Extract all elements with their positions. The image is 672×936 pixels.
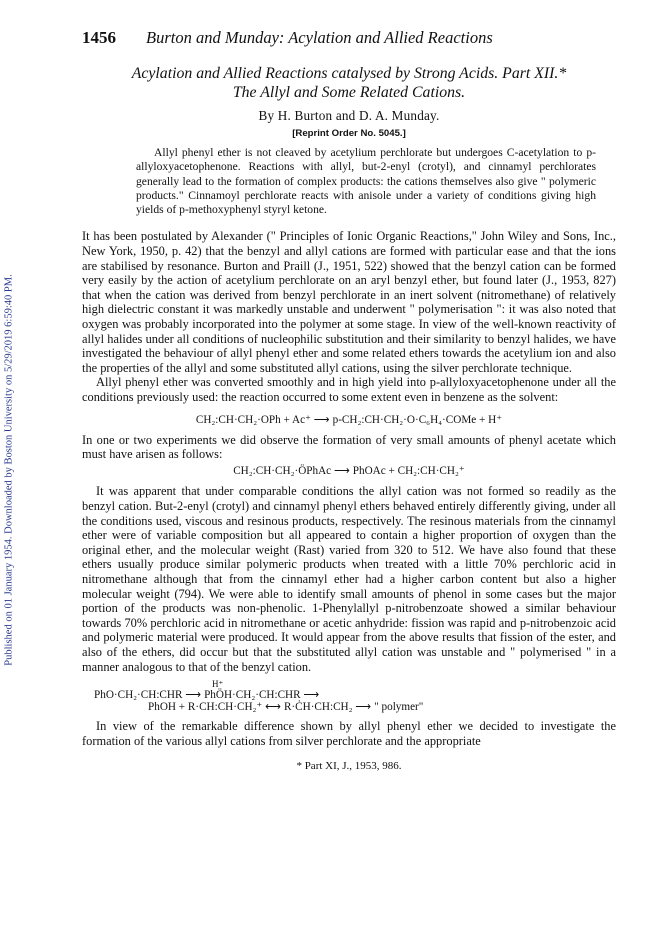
equation-acetylation: CH₂:CH·CH₂·OPh + Ac⁺ ⟶ p-CH₂:CH·CH₂·O·C₆H₄·COMe + H⁺ xyxy=(195,413,503,426)
running-header xyxy=(82,28,616,48)
authors: By H. Burton and D. A. Munday. xyxy=(258,108,440,123)
article-title xyxy=(82,64,616,102)
reaction-scheme xyxy=(94,680,616,713)
paragraph-intro: It has been postulated by Alexander (" Principles of Ionic Organic Reactions," John Wiley and Sons, Inc., New York, 1950, p. 42) that the benzyl and allyl cations are formed with particular ease and that the ions are stabilised by resonance. Burton and Praill (J., 1951, 522) showed that the benzyl cation can be formed very easily by the action of acetylium perchlorate on an aryl benzyl ether, but found later (J., 1953, 827) that when the cation was derived from benzyl perchlorate in an inert solvent (nitromethane) of relatively high dielectric constant it was markedly unstable and underwent " polymerisation ": it was also noted that oxygen was probably incorporated into the polymer at some stage. In view of the well-known reactivity of allyl halides under all conditions of nucleophilic substitution and their similarity to benzyl halides, we have investigated the behaviour of allyl phenyl ether and some related ethers towards the acetylium ion and also the properties of the allyl and some substituted allyl cations, using the silver perchlorate technique. xyxy=(82,229,616,375)
equation-phenyl-acetate: CH₂:CH·CH₂·ÖPhAc ⟶ PhOAc + CH₂:CH·CH₂⁺ xyxy=(233,464,465,477)
scheme-line-2: PhOH + R·CH:CH·CH₂⁺ ⟷ R·ĊH·CH:CH₂ ⟶ " polymer" xyxy=(148,701,424,714)
running-title: Burton and Munday: Acylation and Allied Reactions xyxy=(146,28,493,47)
page-number: 1456 xyxy=(82,28,116,47)
journal-page xyxy=(82,28,616,772)
footnote: * Part XI, J., 1953, 986. xyxy=(296,760,402,773)
abstract: Allyl phenyl ether is not cleaved by acetylium perchlorate but undergoes C-acetylation to p-allyloxyacetophenone. Reactions with allyl, but-2-enyl (crotyl), and cinnamyl perchlorates generally lead to the formation of complex products: the cations themselves also give " polymeric products." Cinnamoyl perchlorate reacts with anisole under a variety of conditions giving high yields of p-methoxyphenyl styryl ketone. xyxy=(136,146,596,217)
download-watermark xyxy=(2,150,16,790)
title-line-2: The Allyl and Some Related Cations. xyxy=(232,84,466,101)
download-watermark-text: Published on 01 January 1954. Downloaded by Boston University on 5/29/2019 6:59:40 PM. xyxy=(3,274,15,666)
reprint-order: [Reprint Order No. 5045.] xyxy=(292,128,406,139)
title-line-1: Acylation and Allied Reactions catalysed by Strong Acids. Part XII.* xyxy=(131,65,567,82)
paragraph-allyl-ether: Allyl phenyl ether was converted smoothly and in high yield into p-allyloxyacetophenone under all the conditions previously used: the reaction occurred to some extent even in benzene as the solvent: xyxy=(82,375,616,405)
scheme-catalyst-label: H⁺ xyxy=(212,679,224,690)
paragraph-investigation: In view of the remarkable difference shown by allyl phenyl ether we decided to investigate the formation of the various allyl cations from silver perchlorate and the appropriate xyxy=(82,719,616,748)
paragraph-results: It was apparent that under comparable conditions the allyl cation was not formed so readily as the benzyl cation. But-2-enyl (crotyl) and cinnamyl phenyl ethers behaved entirely differently giving, under all the conditions used, viscous and resinous products, respectively. The resinous materials from the cinnamyl ether were of variable composition but all appeared to contain a higher proportion of oxygen than the original ether, and the molecular weight (Rast) varied from 320 to 512. We have also found that these ethers usually produce similar polymeric products when treated with a little 70% perchloric acid in nitromethane although that from the cinnamyl ether had a higher carbon content but also a higher molecular weight (794). We were able to identify small amounts of phenol in some cases but the major portion of the products was non-phenolic. 1-Phenylallyl p-nitrobenzoate showed a similar behaviour towards 70% perchloric acid in nitromethane or acetic anhydride: fission was rapid and p-nitrobenzoic acid and polymeric material were produced. It would appear from the above results that fission of the ester, and also of the ethers, did occur but that the substituted allyl cation was unstable and " polymerised " in a manner analogous to that of the benzyl cation. xyxy=(82,484,616,674)
scheme-line-1: PhO·CH₂·CH:CHR ⟶ PhÖH·CH₂·CH:CHR ⟶ xyxy=(94,689,320,702)
paragraph-phenyl-acetate: In one or two experiments we did observe the formation of very small amounts of phenyl acetate which must have arisen as follows: xyxy=(82,432,616,462)
article-body xyxy=(82,229,616,748)
